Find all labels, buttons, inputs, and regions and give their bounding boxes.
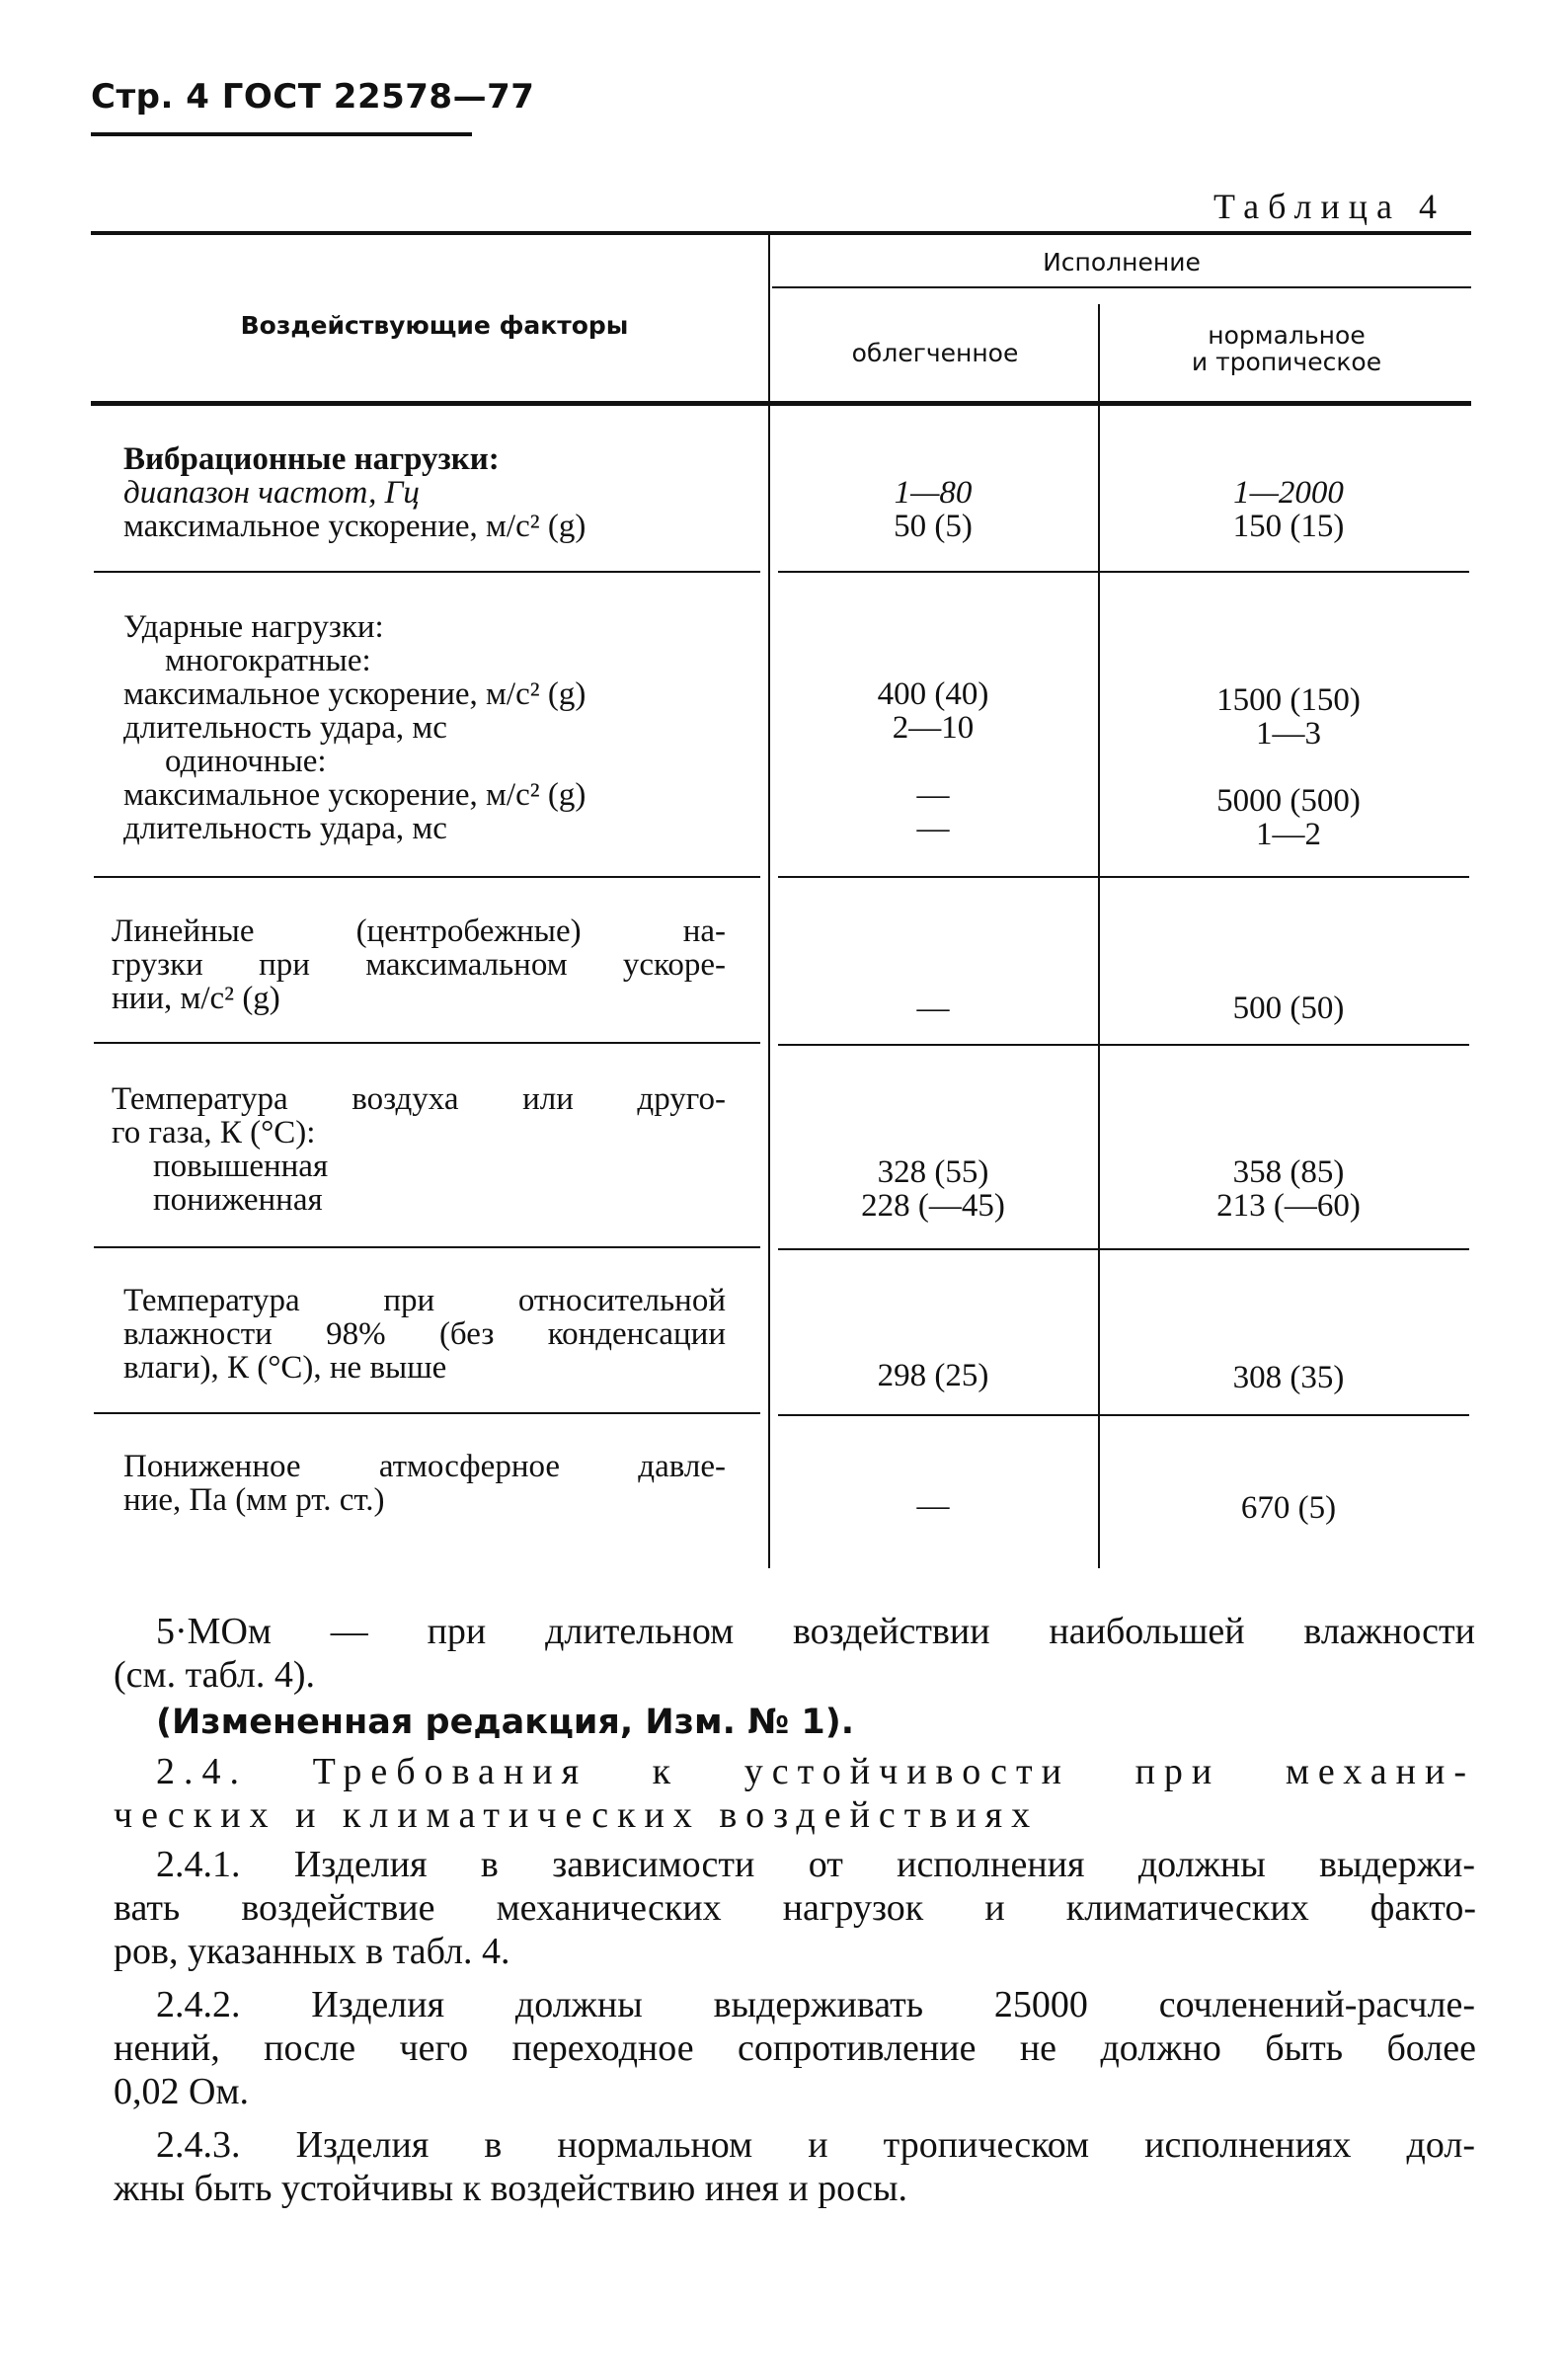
humidity-normal: 308 (35) — [1232, 1360, 1345, 1395]
temperature-light-high: 328 (55) — [877, 1154, 989, 1190]
section-2-4-line2: ческих и климатических воздействиях — [114, 1794, 1040, 1836]
revision-note — [156, 1701, 1475, 1744]
section-2-4-3 — [156, 2123, 1475, 2167]
section-2-4-1-cont — [114, 1886, 1476, 1973]
paragraph-resistance-line1: 5·МОм — при длительном воздействии наибольшей влажности — [156, 1611, 1475, 1652]
header-light: облегченное — [851, 339, 1019, 367]
section-2-4-2-line3: 0,02 Ом. — [114, 2071, 249, 2112]
row-rule-1b — [778, 571, 1469, 573]
temperature-light-low: 228 (—45) — [861, 1188, 1005, 1224]
humidity-light-value — [770, 1359, 1096, 1392]
row-rule-4 — [94, 1246, 760, 1248]
section-2-4-3-cont — [114, 2167, 1476, 2210]
pressure-light: — — [916, 1488, 950, 1524]
section-2-4-1-line3: ров, указанных в табл. 4. — [114, 1931, 510, 1972]
header-factors: Воздействующие факторы — [240, 311, 629, 340]
vibration-normal-frequency: 1—2000 — [1233, 475, 1344, 511]
pressure-light-value — [770, 1489, 1096, 1523]
shock-multiple-label: многократные: — [165, 643, 371, 678]
vibration-light-accel: 50 (5) — [894, 509, 973, 544]
row-rule-5b — [778, 1414, 1469, 1416]
shock-normal-single-duration: 1—2 — [1256, 817, 1321, 852]
table-caption: Таблица 4 — [1213, 187, 1446, 226]
pressure-line1: Пониженное атмосферное давле- — [123, 1449, 726, 1484]
shock-title: Ударные нагрузки: — [123, 609, 384, 645]
humidity-normal-value — [1101, 1361, 1476, 1394]
row-rule-4b — [778, 1248, 1469, 1250]
section-2-4-2-line2: нений, после чего переходное сопротивление не должно быть более — [114, 2027, 1476, 2069]
header-normal-line1: нормальное — [1208, 321, 1366, 350]
pressure-normal: 670 (5) — [1240, 1490, 1337, 1526]
section-2-4-1-line2: вать воздействие механических нагрузок и климатических факто- — [114, 1887, 1476, 1929]
section-2-4-1-line1: 2.4.1. Изделия в зависимости от исполнения должны выдержи- — [156, 1844, 1475, 1885]
shock-light-multiple-accel: 400 (40) — [877, 676, 989, 712]
section-2-4-2-cont — [114, 2026, 1476, 2113]
vibration-frequency-label: диапазон частот, Гц — [123, 475, 420, 511]
row-pressure — [123, 1450, 726, 1517]
temperature-normal-low: 213 (—60) — [1216, 1188, 1361, 1224]
shock-normal-single-accel: 5000 (500) — [1216, 783, 1361, 819]
linear-normal: 500 (50) — [1232, 991, 1345, 1026]
header-normal-line2: и тропическое — [1191, 348, 1382, 376]
linear-line1: Линейные (центробежные) на- — [112, 913, 726, 949]
linear-light: — — [916, 991, 950, 1026]
temperature-high-label: повышенная — [153, 1149, 329, 1184]
shock-normal-values — [1101, 683, 1476, 851]
shock-multiple-duration-label: длительность удара, мс — [123, 710, 447, 746]
row-rule-2 — [94, 876, 760, 878]
linear-line2: грузки при максимальном ускоре- — [112, 947, 726, 983]
header-normal — [1102, 322, 1471, 375]
shock-single-accel-label: максимальное ускорение, м/с² (g) — [123, 777, 586, 813]
row-rule-3 — [94, 1042, 760, 1044]
temperature-normal-values — [1101, 1155, 1476, 1223]
linear-light-value — [770, 992, 1096, 1025]
header-underline — [91, 132, 472, 136]
section-2-4-line1: 2.4. Требования к устойчивости при механи- — [156, 1751, 1475, 1792]
paragraph-resistance — [156, 1610, 1475, 1653]
temperature-line2: го газа, К (°С): — [112, 1115, 316, 1150]
shock-multiple-accel-label: максимальное ускорение, м/с² (g) — [123, 676, 586, 712]
vibration-normal-accel: 150 (15) — [1232, 509, 1345, 544]
humidity-line3: влаги), К (°С), не выше — [123, 1350, 447, 1386]
row-linear — [112, 914, 726, 1015]
humidity-line2: влажности 98% (без конденсации — [123, 1316, 726, 1352]
shock-single-label: одиночные: — [165, 744, 327, 779]
execution-underline — [772, 286, 1471, 288]
pressure-normal-value — [1101, 1491, 1476, 1525]
humidity-line1: Температура при относительной — [123, 1283, 726, 1318]
row-vibration — [123, 442, 726, 543]
shock-normal-multiple-duration: 1—3 — [1256, 716, 1321, 752]
vibration-accel-label: максимальное ускорение, м/с² (g) — [123, 509, 586, 544]
section-2-4-2 — [156, 1983, 1475, 2026]
row-temperature — [112, 1082, 726, 1217]
linear-line3: нии, м/с² (g) — [112, 981, 280, 1016]
vibration-normal-values — [1101, 476, 1476, 543]
revision-note-text: (Измененная редакция, Изм. № 1). — [156, 1703, 855, 1742]
row-shock — [123, 610, 726, 845]
shock-light-values — [770, 677, 1096, 845]
section-2-4-heading-cont — [114, 1793, 1476, 1837]
paragraph-resistance-cont — [114, 1653, 1476, 1697]
row-rule-3b — [778, 1044, 1469, 1046]
section-2-4-3-line1: 2.4.3. Изделия в нормальном и тропическом исполнениях дол- — [156, 2124, 1475, 2166]
table-header-bottom-rule — [91, 401, 1471, 406]
row-rule-1 — [94, 571, 760, 573]
temperature-light-values — [770, 1155, 1096, 1223]
pressure-line2: ние, Па (мм рт. ст.) — [123, 1482, 385, 1518]
shock-light-single-duration: — — [916, 811, 950, 846]
humidity-light: 298 (25) — [877, 1358, 989, 1393]
temperature-low-label: пониженная — [153, 1182, 323, 1218]
temperature-line1: Температура воздуха или друго- — [112, 1081, 726, 1117]
section-2-4-1 — [156, 1843, 1475, 1886]
page-header: Стр. 4 ГОСТ 22578—77 — [91, 77, 535, 117]
column-divider-2 — [1098, 304, 1100, 1568]
row-rule-5 — [94, 1412, 760, 1414]
shock-light-single-accel: — — [916, 777, 950, 813]
vibration-title: Вибрационные нагрузки: — [123, 441, 500, 477]
row-humidity — [123, 1284, 726, 1385]
shock-single-duration-label: длительность удара, мс — [123, 811, 447, 846]
table-top-rule — [91, 231, 1471, 235]
section-2-4-2-line1: 2.4.2. Изделия должны выдерживать 25000 сочленений-расчле- — [156, 1984, 1475, 2025]
paragraph-resistance-line2: (см. табл. 4). — [114, 1654, 316, 1696]
row-rule-2b — [778, 876, 1469, 878]
linear-normal-value — [1101, 992, 1476, 1025]
shock-light-multiple-duration: 2—10 — [892, 710, 975, 746]
section-2-4-3-line2: жны быть устойчивы к воздействию инея и росы. — [114, 2168, 907, 2209]
shock-normal-multiple-accel: 1500 (150) — [1216, 682, 1361, 718]
section-2-4-heading — [156, 1750, 1475, 1793]
vibration-light-frequency: 1—80 — [894, 475, 973, 511]
header-execution: Исполнение — [1043, 248, 1201, 277]
temperature-normal-high: 358 (85) — [1232, 1154, 1345, 1190]
vibration-light-values — [770, 476, 1096, 543]
